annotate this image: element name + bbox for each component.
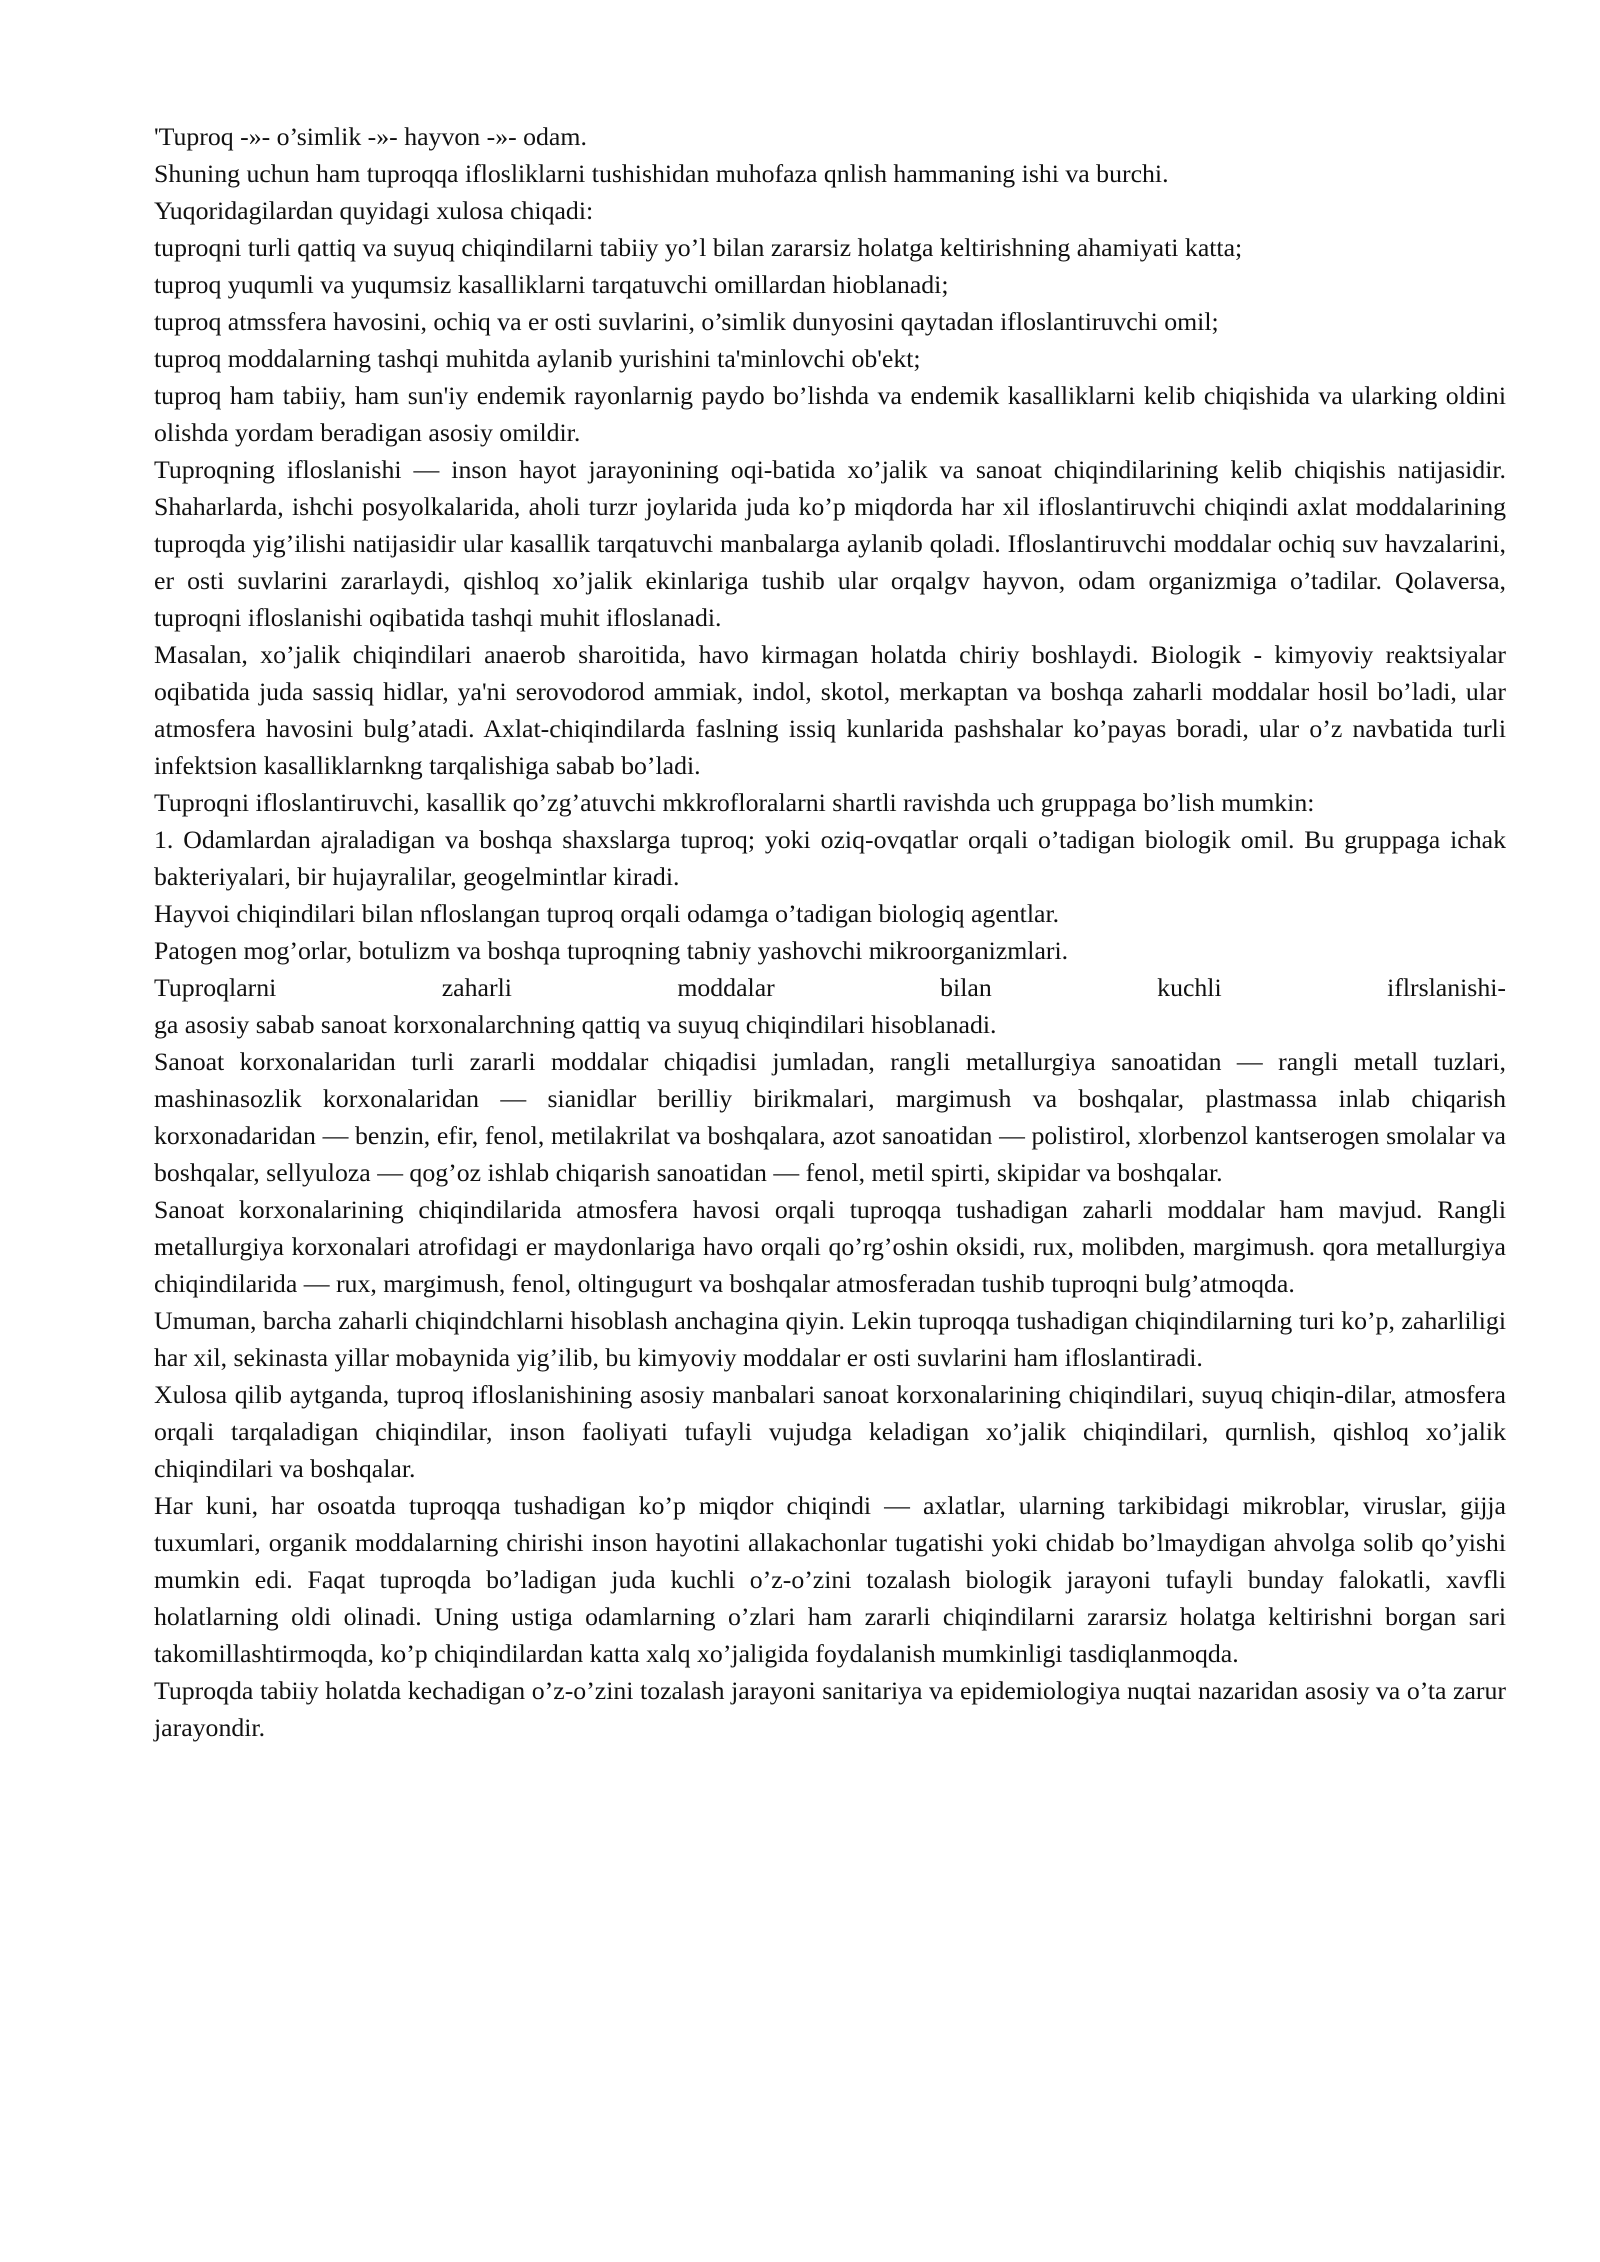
paragraph: Tuproqning ifloslanishi — inson hayot jarayonining oqi-batida xo’jalik va sanoat chiqindilarining kelib chiqishis natijasidir. Shaharlarda, ishchi posyolkalarida, aholi turzr joylarida juda ko’p miqdorda har xil ifloslantiruvchi chiqindi axlat moddalarining tuproqda yig’ilishi natijasidir ular kasallik tarqatuvchi manbalarga aylanib qoladi. Ifloslantiruvchi moddalar ochiq suv havzalarini, er osti suvlarini zararlaydi, qishloq xo’jalik ekinlariga tushib ular orqalgv hayvon, odam organizmiga o’tadilar. Qolaversa, tuproqni ifloslanishi oqibatida tashqi muhit ifloslanadi. xyxy=(154,455,1506,632)
paragraph: Yuqoridagilardan quyidagi xulosa chiqadi: xyxy=(154,196,594,225)
paragraph: Tuproqlarni zaharli moddalar bilan kuchli iflrslanishi- xyxy=(154,973,1506,1002)
paragraph: Shuning uchun ham tuproqqa iflosliklarni tushishidan muhofaza qnlish hammaning ishi va burchi. xyxy=(154,159,1169,188)
paragraph: ga asosiy sabab sanoat korxonalarchning qattiq va suyuq chiqindilari hisoblanadi. xyxy=(154,1010,997,1039)
paragraph: 1. Odamlardan ajraladigan va boshqa shaxslarga tuproq; yoki oziq-ovqatlar orqali o’tadigan biologik omil. Bu gruppaga ichak bakteriyalari, bir hujayralilar, geogelmintlar kiradi. xyxy=(154,825,1506,891)
paragraph: Tuproqni ifloslantiruvchi, kasallik qo’zg’atuvchi mkkrofloralarni shartli ravishda uch gruppaga bo’lish mumkin: xyxy=(154,788,1315,817)
paragraph: Sanoat korxonalarining chiqindilarida atmosfera havosi orqali tuproqqa tushadigan zaharli moddalar ham mavjud. Rangli metallurgiya korxonalari atrofidagi er maydonlariga havo orqali qo’rg’oshin oksidi, rux, molibden, margimush. qora metallurgiya chiqindilarida — rux, margimush, fenol, oltingugurt va boshqalar atmosferadan tushib tuproqni bulg’atmoqda. xyxy=(154,1195,1506,1298)
paragraph: Xulosa qilib aytganda, tuproq ifloslanishining asosiy manbalari sanoat korxonalarining chiqindilari, suyuq chiqin-dilar, atmosfera orqali tarqaladigan chiqindilar, inson faoliyati tufayli vujudga keladigan xo’jalik chiqindilari, qurnlish, qishloq xo’jalik chiqindilari va boshqalar. xyxy=(154,1380,1506,1483)
paragraph: 'Tuproq -»- o’simlik -»- hayvon -»- odam. xyxy=(154,122,587,151)
document-body xyxy=(154,118,1506,1746)
paragraph: Patogen mog’orlar, botulizm va boshqa tuproqning tabniy yashovchi mikroorganizmlari. xyxy=(154,936,1069,965)
paragraph: Umuman, barcha zaharli chiqindchlarni hisoblash anchagina qiyin. Lekin tuproqqa tushadigan chiqindilarning turi ko’p, zaharliligi har xil, sekinasta yillar mobaynida yig’ilib, bu kimyoviy moddalar er osti suvlarini ham ifloslantiradi. xyxy=(154,1306,1506,1372)
paragraph: tuproq atmssfera havosini, ochiq va er osti suvlarini, o’simlik dunyosini qaytadan ifloslantiruvchi omil; xyxy=(154,307,1219,336)
paragraph: tuproq moddalarning tashqi muhitda aylanib yurishini ta'minlovchi ob'ekt; xyxy=(154,344,921,373)
paragraph: tuproqni turli qattiq va suyuq chiqindilarni tabiiy yo’l bilan zararsiz holatga keltirishning ahamiyati katta; xyxy=(154,233,1243,262)
paragraph: Sanoat korxonalaridan turli zararli moddalar chiqadisi jumladan, rangli metallurgiya sanoatidan — rangli metall tuzlari, mashinasozlik korxonalaridan — sianidlar berilliy birikmalari, margimush va boshqalar, plastmassa inlab chiqarish korxonadaridan — benzin, efir, fenol, metilakrilat va boshqalara, azot sanoatidan — polistirol, xlorbenzol kantserogen smolalar va boshqalar, sellyuloza — qog’oz ishlab chiqarish sanoatidan — fenol, metil spirti, skipidar va boshqalar. xyxy=(154,1047,1506,1187)
paragraph: Hayvoi chiqindilari bilan nfloslangan tuproq orqali odamga o’tadigan biologiq agentlar. xyxy=(154,899,1060,928)
paragraph: Har kuni, har osoatda tuproqqa tushadigan ko’p miqdor chiqindi — axlatlar, ularning tarkibidagi mikroblar, viruslar, gijja tuxumlari, organik moddalarning chirishi inson hayotini allakachonlar tugatishi yoki chidab bo’lmaydigan ahvolga solib qo’yishi mumkin edi. Faqat tuproqda bo’ladigan juda kuchli o’z-o’zini tozalash biologik jarayoni tufayli bunday falokatli, xavfli holatlarning oldi olinadi. Uning ustiga odamlarning o’zlari ham zararli chiqindilarni zararsiz holatga keltirishni borgan sari takomillashtirmoqda, ko’p chiqindilardan katta xalq xo’jaligida foydalanish mumkinligi tasdiqlanmoqda. xyxy=(154,1491,1506,1668)
paragraph: tuproq ham tabiiy, ham sun'iy endemik rayonlarnig paydo bo’lishda va endemik kasalliklarni kelib chiqishida va ularking oldini olishda yordam beradigan asosiy omildir. xyxy=(154,381,1506,447)
paragraph: tuproq yuqumli va yuqumsiz kasalliklarni tarqatuvchi omillardan hioblanadi; xyxy=(154,270,949,299)
paragraph: Masalan, xo’jalik chiqindilari anaerob sharoitida, havo kirmagan holatda chiriy boshlaydi. Biologik - kimyoviy reaktsiyalar oqibatida juda sassiq hidlar, ya'ni serovodorod ammiak, indol, skotol, merkaptan va boshqa zaharli moddalar hosil bo’ladi, ular atmosfera havosini bulg’atadi. Axlat-chiqindilarda faslning issiq kunlarida pashshalar ko’payas boradi, ular o’z navbatida turli infektsion kasalliklarnkng tarqalishiga sabab bo’ladi. xyxy=(154,640,1506,780)
paragraph: Tuproqda tabiiy holatda kechadigan o’z-o’zini tozalash jarayoni sanitariya va epidemiologiya nuqtai nazaridan asosiy va o’ta zarur jarayondir. xyxy=(154,1676,1506,1742)
